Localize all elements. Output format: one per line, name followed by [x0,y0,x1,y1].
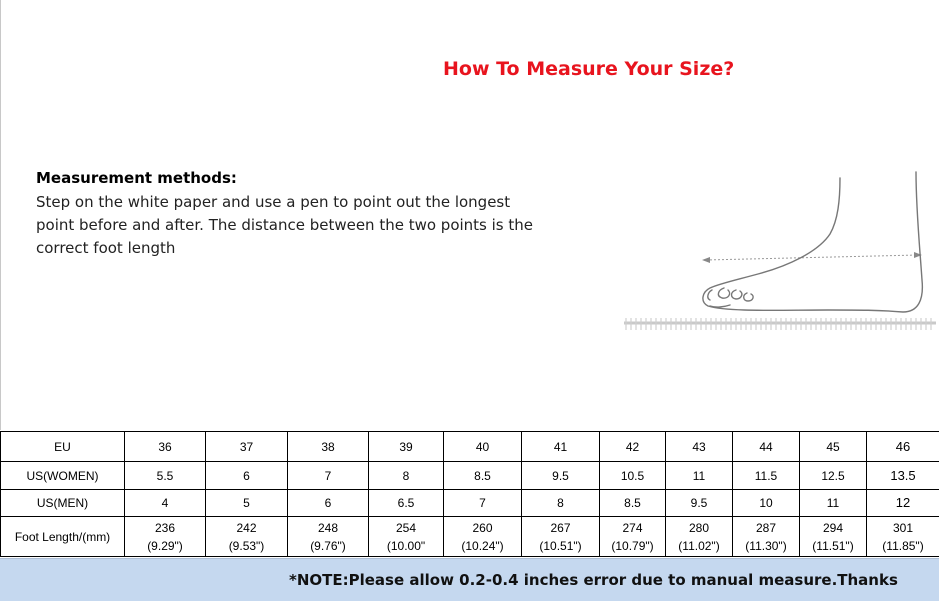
length-inches: (11.85") [882,538,924,553]
row-label: Foot Length/(mm) [1,517,125,557]
length-mm: 294 [822,520,844,535]
page-title: How To Measure Your Size? [443,58,735,80]
row-label: US(WOMEN) [1,462,125,490]
size-cell: 6 [206,462,288,490]
size-cell: 8 [522,490,600,517]
size-cell: 45 [800,432,867,462]
size-cell: 8 [369,462,444,490]
size-cell: 6.5 [369,490,444,517]
measurement-note: *NOTE:Please allow 0.2-0.4 inches error due to manual measure.Thanks [289,571,898,589]
size-cell: 12.5 [800,462,867,490]
size-cell: 11 [666,462,733,490]
length-mm: 287 [755,520,777,535]
size-cell: 8.5 [600,490,666,517]
length-inches: (10.24") [461,538,504,553]
length-mm: 248 [317,520,339,535]
foot-length-cell [288,517,369,557]
length-inches: (11.51") [812,538,854,553]
size-cell: 9.5 [666,490,733,517]
table-row [1,517,939,557]
length-inches: (10.79") [611,538,654,553]
length-inches: (9.53") [228,538,265,553]
size-cell: 37 [206,432,288,462]
size-cell: 8.5 [444,462,522,490]
size-cell: 39 [369,432,444,462]
row-label: EU [1,432,125,462]
size-cell: 42 [600,432,666,462]
size-cell: 40 [444,432,522,462]
length-mm: 260 [472,520,493,535]
table-row [1,490,939,517]
length-mm: 236 [154,520,176,535]
length-inches: (11.02") [678,538,720,553]
length-inches: (9.29") [147,538,183,553]
length-inches: (9.76") [310,538,346,553]
size-cell: 4 [125,490,206,517]
size-cell: 7 [288,462,369,490]
size-cell: 5 [206,490,288,517]
note-bar [0,558,939,601]
size-cell: 11 [800,490,867,517]
size-cell: 43 [666,432,733,462]
size-cell: 10.5 [600,462,666,490]
size-cell: 5.5 [125,462,206,490]
length-mm: 254 [395,520,417,535]
foot-length-cell [369,517,444,557]
length-mm: 280 [688,520,710,535]
foot-length-cell [444,517,522,557]
foot-length-cell [522,517,600,557]
size-cell: 44 [733,432,800,462]
length-inches: (10.51") [539,538,582,553]
size-cell: 9.5 [522,462,600,490]
ruler-icon [624,318,936,330]
size-cell: 41 [522,432,600,462]
size-cell: 12 [867,490,939,517]
size-cell: 10 [733,490,800,517]
size-cell: 36 [125,432,206,462]
length-mm: 242 [236,520,257,535]
foot-length-cell [733,517,800,557]
measure-arrow-icon [702,252,922,263]
size-cell: 7 [444,490,522,517]
length-mm: 274 [622,520,643,535]
foot-length-cell [206,517,288,557]
row-label: US(MEN) [1,490,125,517]
foot-length-cell [867,517,939,557]
size-cell: 11.5 [733,462,800,490]
method-heading: Measurement methods: [36,169,237,187]
foot-measurement-illustration [618,160,939,340]
foot-length-cell [600,517,666,557]
foot-length-cell [125,517,206,557]
size-cell: 38 [288,432,369,462]
length-mm: 301 [892,520,914,535]
length-mm: 267 [550,520,571,535]
size-cell: 46 [867,432,939,462]
left-border [0,0,1,430]
size-chart-table [0,431,939,557]
method-description: Step on the white paper and use a pen to point out the longest point before and after. The distance between the two points is the correct foot length [36,193,534,257]
foot-outline-icon [703,172,922,312]
table-row [1,462,939,490]
foot-length-cell [800,517,867,557]
foot-length-cell [666,517,733,557]
length-inches: (10.00" [386,538,426,553]
size-cell: 13.5 [867,462,939,490]
table-row [1,432,939,462]
length-inches: (11.30") [745,538,787,553]
size-cell: 6 [288,490,369,517]
